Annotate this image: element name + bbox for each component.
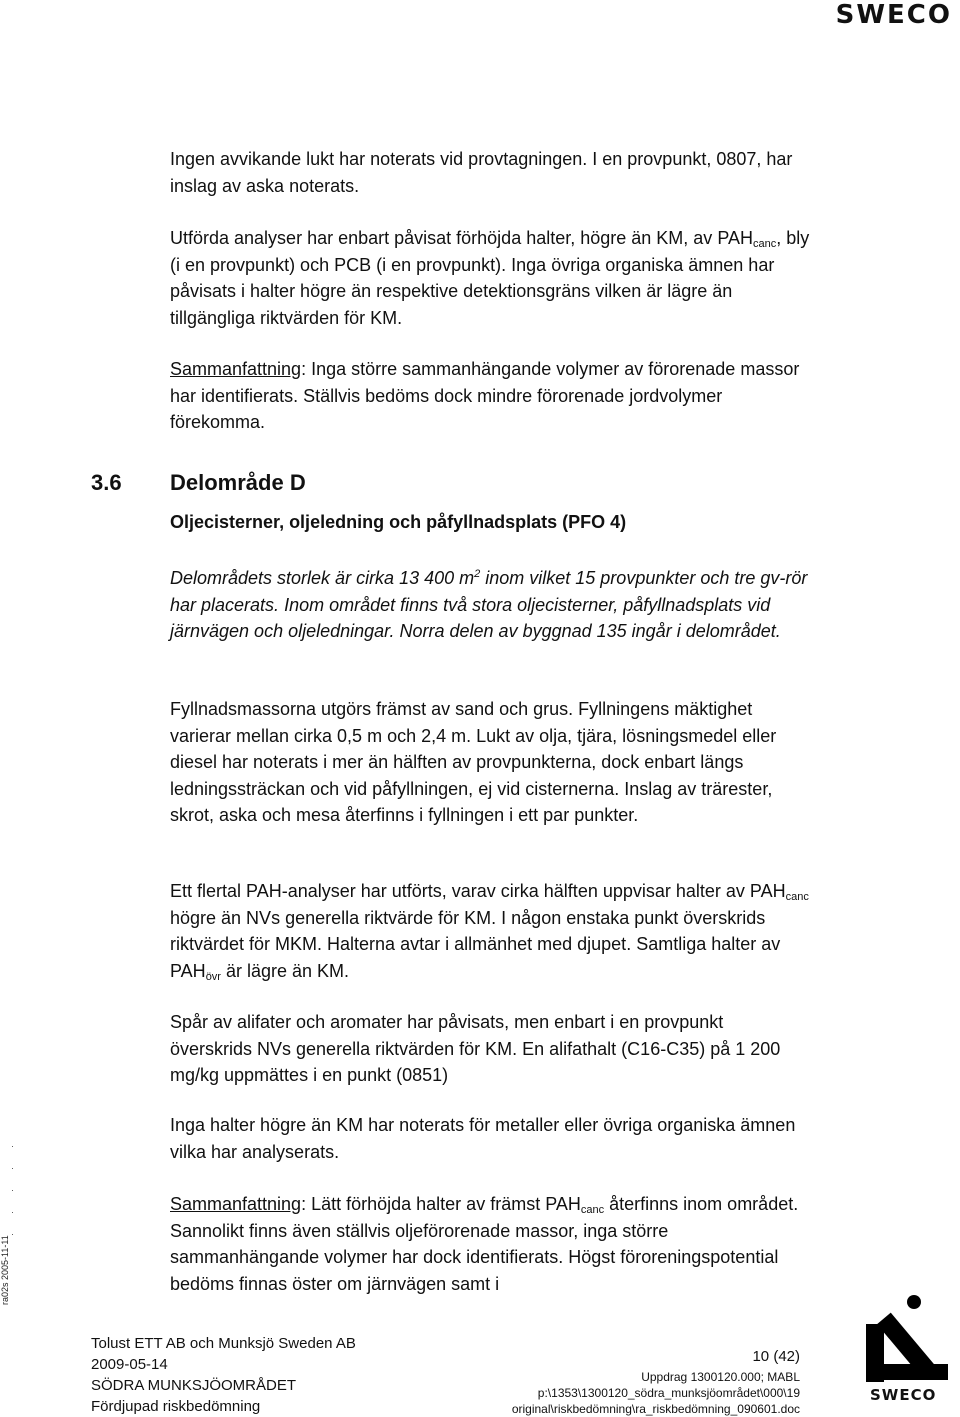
text-segment: Ett flertal PAH-analyser har utförts, varav cirka hälften uppvisar halter av PAH — [170, 881, 786, 901]
subscript: canc — [580, 1204, 605, 1216]
section-title: Delområde D — [170, 470, 306, 495]
text-segment: högre än NVs generella riktvärde för KM. I någon enstaka punkt överskrids riktvärdet för MKM. Halterna avtar i allmänhet med djupet. Samtliga halter av PAH — [170, 907, 781, 981]
text-segment: : Lätt förhöjda halter av främst PAH — [301, 1194, 581, 1214]
text-segment: återfinns inom området. Sannolikt finns även ställvis oljeförorenade massor, inga större sammanhängande volymer har dock identifierats. Högst föroreningspotential bedöms finnas öster om järnvägen samt i — [170, 1194, 799, 1294]
text-segment: : Inga större sammanhängande volymer av förorenade massor har identifierats. Ställvis bedöms dock mindre förorenade jordvolymer förekomma. — [170, 359, 800, 432]
footer-info — [91, 1333, 356, 1417]
paragraph-summary-c — [170, 356, 810, 436]
brand-logo-text: SWECO — [835, 0, 952, 30]
paragraph-fill-materials: Fyllnadsmassorna utgörs främst av sand och grus. Fyllningens mäktighet varierar mellan cirka 0,5 m och 2,4 m. Lukt av olja, tjära, lösningsmedel eller diesel har noterats i mer än hälften av provpunkterna, dock enbart längs ledningssträckan och vid påfyllningen, ej vid cisternerna. Inslag av trärester, skrot, aska och mesa återfinns i fyllningen i ett par punkter. — [170, 699, 777, 825]
paragraph-analyses — [170, 225, 810, 331]
page-number: 10 (42) — [752, 1348, 800, 1365]
footer-path: original\riskbedömning\ra_riskbedömning_090601.doc — [511, 1402, 800, 1416]
section-heading — [91, 470, 306, 496]
summary-label: Sammanfattning — [170, 1194, 302, 1214]
paragraph-area-description — [170, 565, 810, 645]
text-segment: Delområdets storlek är cirka 13 400 m — [170, 568, 475, 588]
footer-assignment: Uppdrag 1300120.000; MABL — [641, 1370, 800, 1384]
text-segment: Norra delen av byggnad 135 ingår i delområdet. — [394, 621, 781, 641]
subscript: övr — [205, 970, 221, 983]
footer-logo-text: SWECO — [870, 1386, 937, 1404]
footer-client: Tolust ETT AB och Munksjö Sweden AB — [91, 1335, 356, 1352]
text-segment: inom vilket 15 provpunkter och tre gv-rör har placerats. — [170, 568, 808, 615]
sidebar-marks: · · · · · — [11, 1141, 14, 1239]
footer-project: SÖDRA MUNKSJÖOMRÅDET — [91, 1377, 297, 1394]
paragraph-pah — [170, 878, 810, 984]
text-segment: , bly (i en provpunkt) och PCB (i en provpunkt). Inga övriga organiska ämnen har påvisats i halter högre än respektive detektionsgräns vilken är lägre än tillgängliga riktvärden för KM. — [170, 228, 810, 328]
paragraph-aliphates: Spår av alifater och aromater har påvisats, men enbart i en provpunkt överskrids NVs generella riktvärden för KM. En alifathalt (C16-C35) på 1 200 mg/kg uppmättes i en punkt (0851) — [170, 1012, 781, 1085]
subscript: canc — [753, 238, 777, 250]
sidebar-template-id: ra02s 2005-11-11 — [0, 1235, 10, 1305]
section-subheading: Oljecisterner, oljeledning och påfyllnadsplats (PFO 4) — [170, 512, 627, 532]
paragraph-summary-d — [170, 1191, 810, 1297]
footer-file-info — [512, 1369, 800, 1417]
summary-label: Sammanfattning — [170, 359, 302, 379]
footer-path: p:\1353\1300120_södra_munksjöområdet\000\19 — [537, 1386, 800, 1400]
footer-date: 2009-05-14 — [91, 1356, 168, 1373]
footer-document-type: Fördjupad riskbedömning — [91, 1398, 261, 1415]
subscript: canc — [785, 891, 809, 903]
superscript: 2 — [474, 568, 481, 580]
section-number: 3.6 — [91, 470, 122, 495]
paragraph-odor: Ingen avvikande lukt har noterats vid provtagningen. I en provpunkt, 0807, har inslag av aska noterats. — [170, 149, 793, 196]
text-segment: är lägre än KM. — [220, 960, 350, 981]
paragraph-metals: Inga halter högre än KM har noterats för metaller eller övriga organiska ämnen vilka har analyserats. — [170, 1115, 796, 1162]
text-segment: Utförda analyser har enbart påvisat förhöjda halter, högre än KM, av PAH — [170, 228, 753, 248]
text-segment: Inom området finns två stora oljecisterner, påfyllnadsplats vid järnvägen och oljeledningar. — [170, 594, 771, 641]
